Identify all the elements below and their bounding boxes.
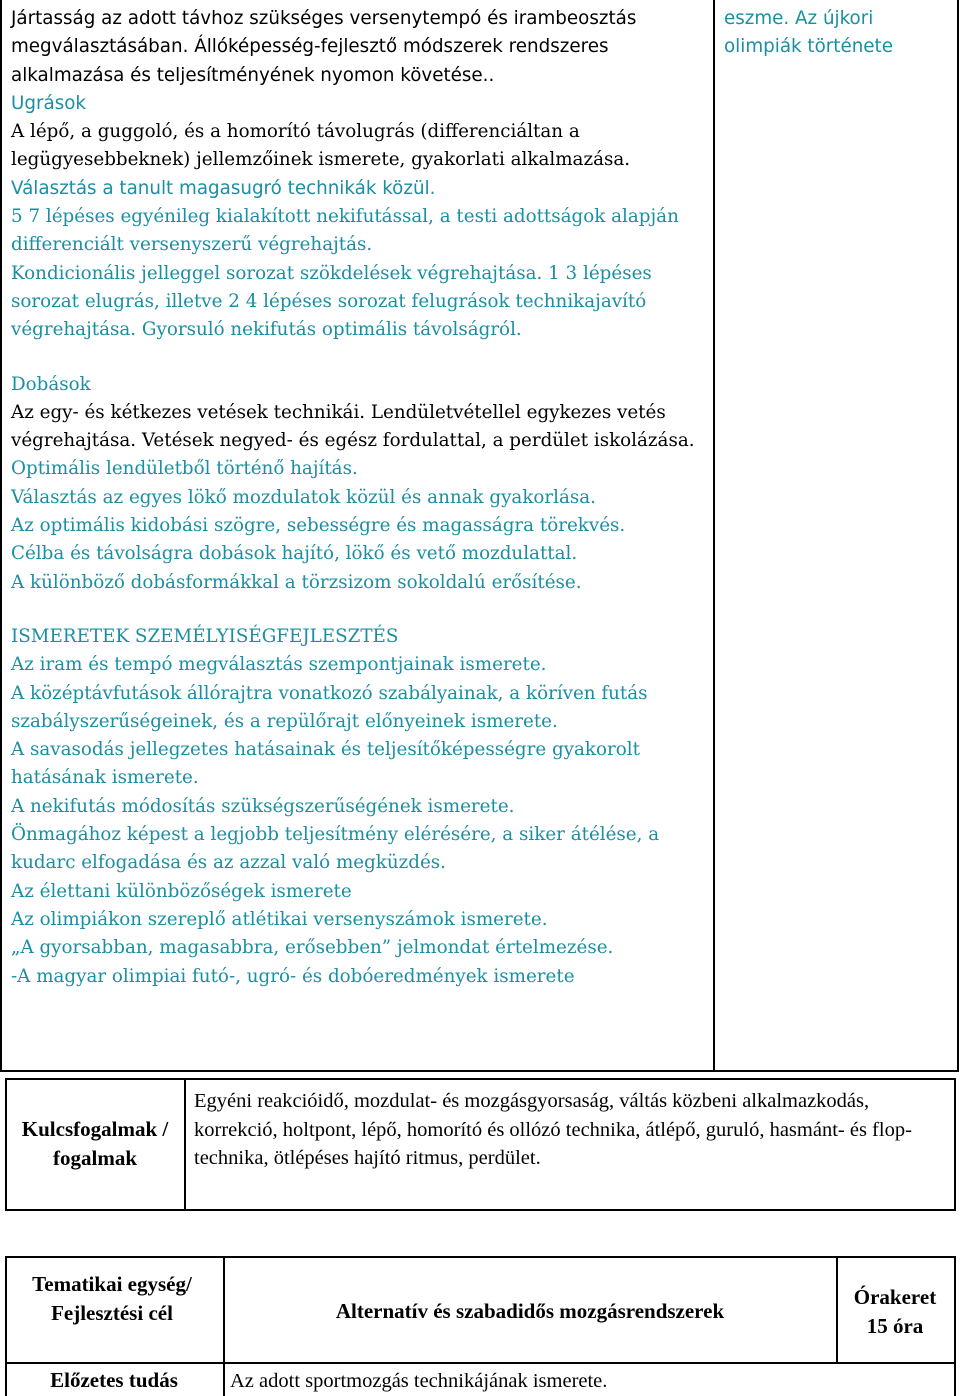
main-paragraph: Önmagához képest a legjobb teljesítmény elérésére, a siker átélése, a kudarc elfogadása és az azzal való megküzdés. xyxy=(11,824,660,874)
main-paragraph: A savasodás jellegzetes hatásainak és teljesítőképességre gyakorolt hatásának ismerete. xyxy=(11,739,640,789)
main-paragraph: Az élettani különbözőségek ismerete xyxy=(11,880,352,902)
paragraph-gap xyxy=(11,345,709,371)
unit-label: Tematikai egység/ Fejlesztési cél xyxy=(32,1272,192,1325)
prior-knowledge-label: Előzetes tudás xyxy=(50,1368,178,1392)
main-paragraph: Ugrások xyxy=(11,92,86,114)
paragraph-gap xyxy=(11,597,709,623)
main-paragraph: ISMERETEK SZEMÉLYISÉGFEJLESZTÉS xyxy=(11,625,399,647)
main-paragraph: A középtávfutások állórajtra vonatkozó szabályainak, a köríven futás szabályszerűségeinek, és a repülőrajt előnyeinek ismerete. xyxy=(11,682,648,732)
main-paragraph: Választás a tanult magasugró technikák közül. xyxy=(11,177,436,199)
unit-top-border xyxy=(5,1256,956,1258)
main-paragraph: Optimális lendületből történő hajítás. xyxy=(11,458,358,480)
keywords-bottom-border xyxy=(5,1209,956,1211)
main-paragraph: Kondicionális jelleggel sorozat szökdelések végrehajtása. 1 3 lépéses sorozat elugrás, illetve 2 4 lépéses sorozat felugrások technikajavító végrehajtása. Gyorsuló nekifutás optimális távolságról. xyxy=(11,262,652,341)
main-paragraph: Az optimális kidobási szögre, sebességre és magasságra törekvés. xyxy=(11,515,626,537)
top-table-mid-border xyxy=(713,0,715,1072)
main-paragraph: Az olimpiákon szereplő atlétikai versenyszámok ismerete. xyxy=(11,908,548,930)
main-paragraph: „A gyorsabban, magasabbra, erősebben” jelmondat értelmezése. xyxy=(11,937,614,959)
top-table-left-border xyxy=(0,0,2,1072)
top-table-right-border xyxy=(957,0,959,1072)
top-table-side-cell xyxy=(724,5,952,62)
main-paragraph: Az iram és tempó megválasztás szempontjainak ismerete. xyxy=(11,654,547,676)
main-paragraph: Célba és távolságra dobások hajító, lökő és vető mozdulattal. xyxy=(11,543,578,565)
main-paragraph: -A magyar olimpiai futó-, ugró- és dobóeredmények ismerete xyxy=(11,965,575,987)
keywords-right-border xyxy=(954,1078,956,1211)
side-note: eszme. Az újkori olimpiák története xyxy=(724,8,893,58)
keywords-left-border xyxy=(5,1078,7,1211)
unit-title: Alternatív és szabadidős mozgásrendszerek xyxy=(335,1299,725,1323)
keywords-content: Egyéni reakcióidő, mozdulat- és mozgásgyorsaság, váltás közbeni alkalmazkodás, korrekció, holtpont, lépő, homorító és ollózó technika, átlépő, guruló, hasmánt- és flop-technika, ötlépéses hajító ritmus, perdület. xyxy=(194,1090,912,1169)
unit-row-border xyxy=(5,1362,956,1364)
main-paragraph: Dobások xyxy=(11,373,91,395)
main-paragraph: Választás az egyes lökő mozdulatok közül és annak gyakorlása. xyxy=(11,486,596,508)
unit-hours-border xyxy=(836,1256,838,1364)
top-table-main-cell xyxy=(11,5,709,991)
unit-mid-border xyxy=(223,1256,225,1396)
main-paragraph: 5 7 lépéses egyénileg kialakított nekifutással, a testi adottságok alapján differenciált versenyszerű végrehajtás. xyxy=(11,206,679,256)
main-paragraph: A lépő, a guggoló, és a homorító távolugrás (differenciáltan a legügyesebbeknek) jellemzőinek ismerete, gyakorlati alkalmazása. xyxy=(11,121,631,171)
unit-right-border xyxy=(954,1256,956,1396)
keywords-label: Kulcsfogalmak / fogalmak xyxy=(21,1117,169,1170)
prior-knowledge-value: Az adott sportmozgás technikájának ismerete. xyxy=(230,1370,608,1392)
main-paragraph: A különböző dobásformákkal a törzsizom sokoldalú erősítése. xyxy=(11,571,582,593)
main-paragraph: Az egy- és kétkezes vetések technikái. Lendületvétellel egykezes vetés végrehajtása. Vetések negyed- és egész fordulattal, a perdület iskolázása. xyxy=(11,401,695,452)
unit-left-border xyxy=(5,1256,7,1396)
top-table-bottom-border xyxy=(0,1070,959,1072)
main-paragraph: Jártasság az adott távhoz szükséges versenytempó és irambeosztás megválasztásában. Állóképesség-fejlesztő módszerek rendszeres alkalmazása és teljesítményének nyomon követése.. xyxy=(11,8,637,86)
main-paragraphs xyxy=(11,5,709,991)
keywords-mid-border xyxy=(184,1078,186,1211)
keywords-top-border xyxy=(5,1078,956,1080)
unit-hours: Órakeret 15 óra xyxy=(853,1285,937,1338)
main-paragraph: A nekifutás módosítás szükségszerűségének ismerete. xyxy=(11,795,515,817)
